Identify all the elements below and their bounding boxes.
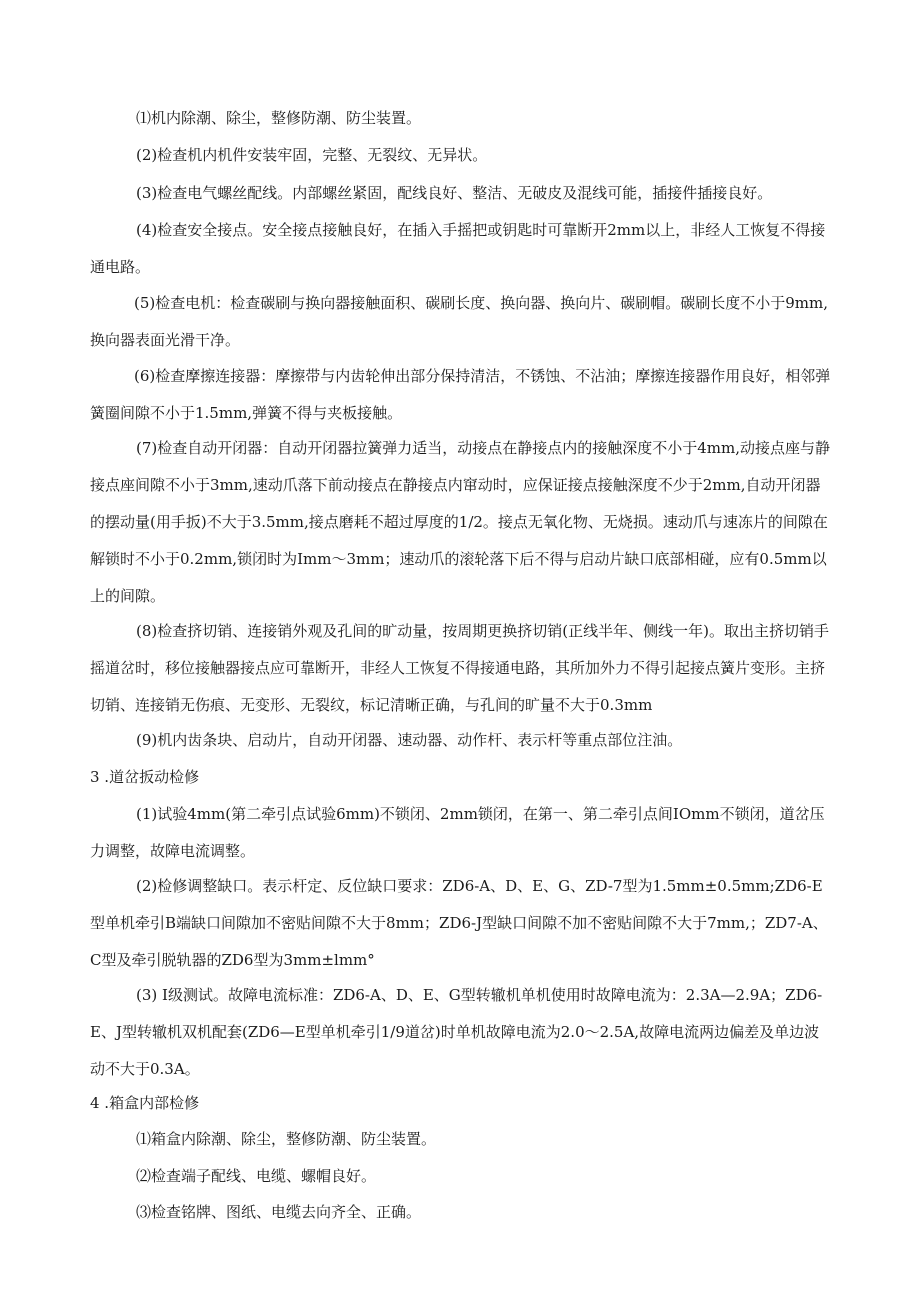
section-heading-4: 4 .箱盒内部检修 [90,1094,200,1112]
paragraph-8: (8)检查挤切销、连接销外观及孔间的旷动量，按周期更换挤切销(正线半年、侧线一年)。取出主挤切销手摇道岔时，移位接触器接点应可靠断开，非经人工恢复不得接通电路，其所加外力不得引起接点簧片变形。主挤切销、连接销无伤痕、无变形、无裂纹，标记清晰正确，与孔间的旷量不大于0.3mm [90,622,829,714]
paragraph-2: (2)检查机内机件安装牢固，完整、无裂纹、无异状。 [136,146,488,164]
paragraph-14: ⑵检查端子配线、电缆、螺帽良好。 [136,1167,377,1185]
paragraph-10: (1)试验4mm(第二牵引点试验6mm)不锁闭、2mm锁闭，在第一、第二牵引点间IOmm不锁闭，道岔压力调整，故障电流调整。 [90,805,825,860]
paragraph-9: (9)机内齿条块、启动片，自动开闭器、速动器、动作杆、表示杆等重点部位注油。 [136,731,683,749]
paragraph-4: (4)检查安全接点。安全接点接触良好，在插入手摇把或钥匙时可靠断开2mm以上，非经人工恢复不得接通电路。 [90,221,826,276]
paragraph-13: ⑴箱盒内除潮、除尘，整修防潮、防尘装置。 [136,1130,437,1148]
paragraph-15: ⑶检查铭牌、图纸、电缆去向齐全、正确。 [136,1203,422,1221]
paragraph-7: (7)检查自动开闭器：自动开闭器拉簧弹力适当，动接点在静接点内的接触深度不小于4mm,动接点座与静接点座间隙不小于3mm,速动爪落下前动接点在静接点内窜动时，应保证接点接触深度不少于2mm,自动开闭器的摆动量(用手扳)不大于3.5mm,接点磨耗不超过厚度的1/2。接点无氧化物、无烧损。速动爪与速冻片的间隙在解锁时不小于0.2mm,锁闭时为Imm〜3mm；速动爪的滚轮落下后不得与启动片缺口底部相碰，应有0.5mm以上的间隙。 [90,439,831,605]
paragraph-5: (5)检查电机：检查碳刷与换向器接触面积、碳刷长度、换向器、换向片、碳刷帽。碳刷长度不小于9mm,换向器表面光滑干净。 [90,294,829,349]
paragraph-1: ⑴机内除潮、除尘，整修防潮、防尘装置。 [136,109,422,127]
paragraph-3: (3)检查电气螺丝配线。内部螺丝紧固，配线良好、整洁、无破皮及混线可能，插接件插接良好。 [136,184,773,202]
paragraph-6: (6)检查摩擦连接器：摩擦带与内齿轮伸出部分保持清洁，不锈蚀、不沾油；摩擦连接器作用良好，相邻弹簧圈间隙不小于1.5mm,弹簧不得与夹板接触。 [90,367,831,422]
paragraph-12: (3) I级测试。故障电流标准：ZD6-A、D、E、G型转辙机单机使用时故障电流为：2.3A—2.9A；ZD6-E、J型转辙机双机配套(ZD6—E型单机牵引1/9道岔)时单机故障电流为2.0〜2.5A,故障电流两边偏差及单边波动不大于0.3A。 [90,986,823,1078]
paragraph-11: (2)检修调整缺口。表示杆定、反位缺口要求：ZD6-A、D、E、G、ZD-7型为1.5mm±0.5mm;ZD6-E型单机牵引B端缺口间隙加不密贴间隙不大于8mm；ZD6-J型缺口间隙不加不密贴间隙不大于7mm,；ZD7-A、C型及牵引脱轨器的ZD6型为3mm±lmm° [90,877,828,969]
section-heading-3: 3 .道岔扳动检修 [90,768,200,786]
